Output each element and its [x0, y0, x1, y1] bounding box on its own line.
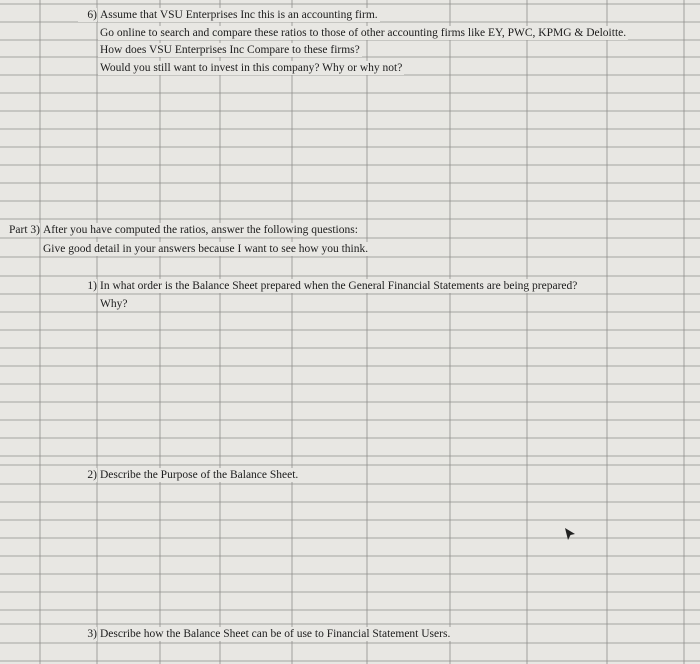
- section6-number: 6): [78, 8, 97, 22]
- part3-label: Part 3): [0, 223, 40, 237]
- part3-note: Give good detail in your answers because I want to see how you think.: [43, 243, 369, 255]
- part3-intro: After you have computed the ratios, answer the following questions:: [43, 224, 358, 236]
- section6-line-1: Assume that VSU Enterprises Inc this is an accounting firm.: [100, 9, 378, 21]
- question1-text: In what order is the Balance Sheet prepared when the General Financial Statements are being prepared?: [100, 280, 578, 292]
- question1-followup: Why?: [100, 298, 128, 310]
- section6-line-2: Go online to search and compare these ratios to those of other accounting firms like EY, PWC, KPMG & Deloitte.: [100, 27, 627, 39]
- section6-line-4: Would you still want to invest in this company? Why or why not?: [100, 62, 403, 74]
- question2-text: Describe the Purpose of the Balance Sheet.: [100, 469, 299, 481]
- question3-text: Describe how the Balance Sheet can be of use to Financial Statement Users.: [100, 628, 451, 640]
- section6-line-3: How does VSU Enterprises Inc Compare to these firms?: [100, 44, 360, 56]
- question2-number: 2): [78, 468, 97, 482]
- question3-number: 3): [78, 627, 97, 641]
- mouse-pointer-icon: [563, 527, 577, 541]
- question1-number: 1): [78, 279, 97, 293]
